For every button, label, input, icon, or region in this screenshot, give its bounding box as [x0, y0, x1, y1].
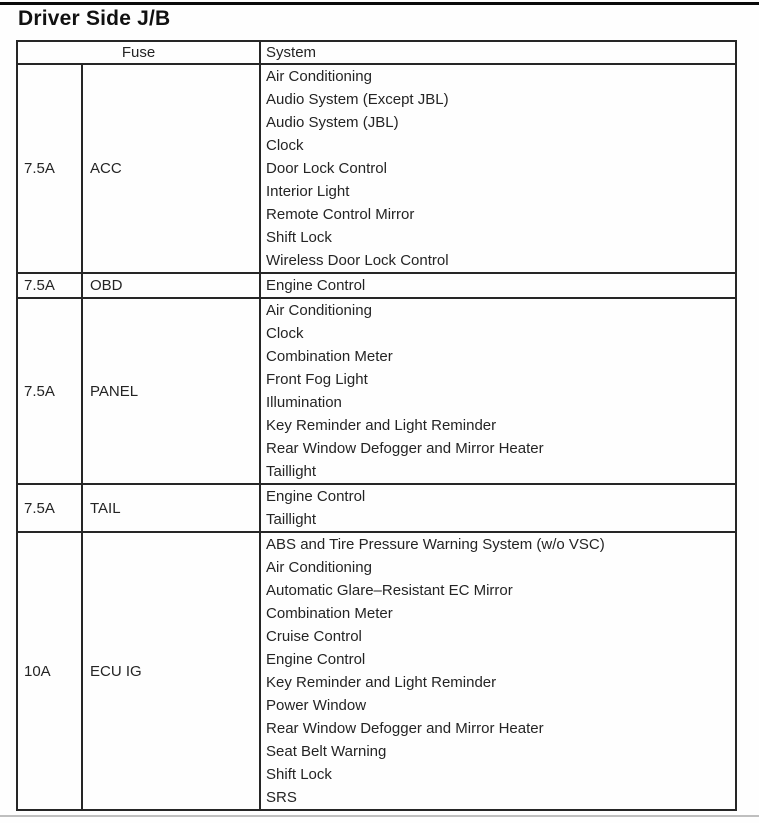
system-cell: [260, 64, 736, 273]
system-cell: [260, 484, 736, 532]
system-item: Key Reminder and Light Reminder: [266, 674, 497, 691]
table-row: [17, 298, 736, 484]
system-item: Clock: [266, 325, 304, 342]
system-item: Combination Meter: [266, 348, 393, 365]
system-item: Shift Lock: [266, 229, 332, 246]
fuse-name-cell: ECU IG: [82, 532, 260, 810]
system-item: Engine Control: [266, 488, 366, 505]
bottom-divider: [0, 815, 759, 817]
fuse-amperage-cell: 7.5A: [17, 484, 82, 532]
system-item: Front Fog Light: [266, 371, 368, 388]
system-item: Engine Control: [266, 651, 366, 668]
fuse-table: [16, 40, 737, 811]
system-item: Seat Belt Warning: [266, 743, 387, 760]
fuse-amperage-cell: 7.5A: [17, 273, 82, 298]
fuse-name-cell: TAIL: [82, 484, 260, 532]
fuse-amperage-cell: 10A: [17, 532, 82, 810]
system-item: Engine Control: [266, 277, 366, 294]
table-header-row: [17, 41, 736, 64]
table-row: [17, 484, 736, 532]
system-item: Power Window: [266, 697, 367, 714]
fuse-amperage-cell: 7.5A: [17, 64, 82, 273]
system-item: Key Reminder and Light Reminder: [266, 417, 497, 434]
system-item: Rear Window Defogger and Mirror Heater: [266, 440, 544, 457]
fuse-amperage-cell: 7.5A: [17, 298, 82, 484]
system-item: Clock: [266, 137, 304, 154]
system-item: Illumination: [266, 394, 342, 411]
system-item: Automatic Glare–Resistant EC Mirror: [266, 582, 513, 599]
system-item: Air Conditioning: [266, 302, 372, 319]
system-item: Combination Meter: [266, 605, 393, 622]
system-item: Remote Control Mirror: [266, 206, 415, 223]
page-title: Driver Side J/B: [18, 7, 171, 30]
system-item: Cruise Control: [266, 628, 362, 645]
top-divider: [0, 2, 759, 5]
system-column-header: System: [260, 41, 736, 64]
table-row: [17, 532, 736, 810]
fuse-name-cell: ACC: [82, 64, 260, 273]
system-item: Taillight: [266, 463, 317, 480]
system-item: Air Conditioning: [266, 559, 372, 576]
system-item: Wireless Door Lock Control: [266, 252, 449, 269]
system-item: Audio System (Except JBL): [266, 91, 449, 108]
table-row: [17, 273, 736, 298]
system-item: ABS and Tire Pressure Warning System (w/o VSC): [266, 536, 605, 553]
fuse-table-body: [17, 64, 736, 810]
fuse-name-cell: PANEL: [82, 298, 260, 484]
system-item: Shift Lock: [266, 766, 332, 783]
system-cell: [260, 273, 736, 298]
system-cell: [260, 298, 736, 484]
table-row: [17, 64, 736, 273]
system-item: SRS: [266, 789, 297, 806]
system-item: Rear Window Defogger and Mirror Heater: [266, 720, 544, 737]
system-cell: [260, 532, 736, 810]
system-item: Door Lock Control: [266, 160, 387, 177]
fuse-name-cell: OBD: [82, 273, 260, 298]
system-item: Air Conditioning: [266, 68, 372, 85]
system-item: Audio System (JBL): [266, 114, 399, 131]
system-item: Interior Light: [266, 183, 350, 200]
fuse-column-header: Fuse: [17, 41, 260, 64]
system-item: Taillight: [266, 511, 317, 528]
